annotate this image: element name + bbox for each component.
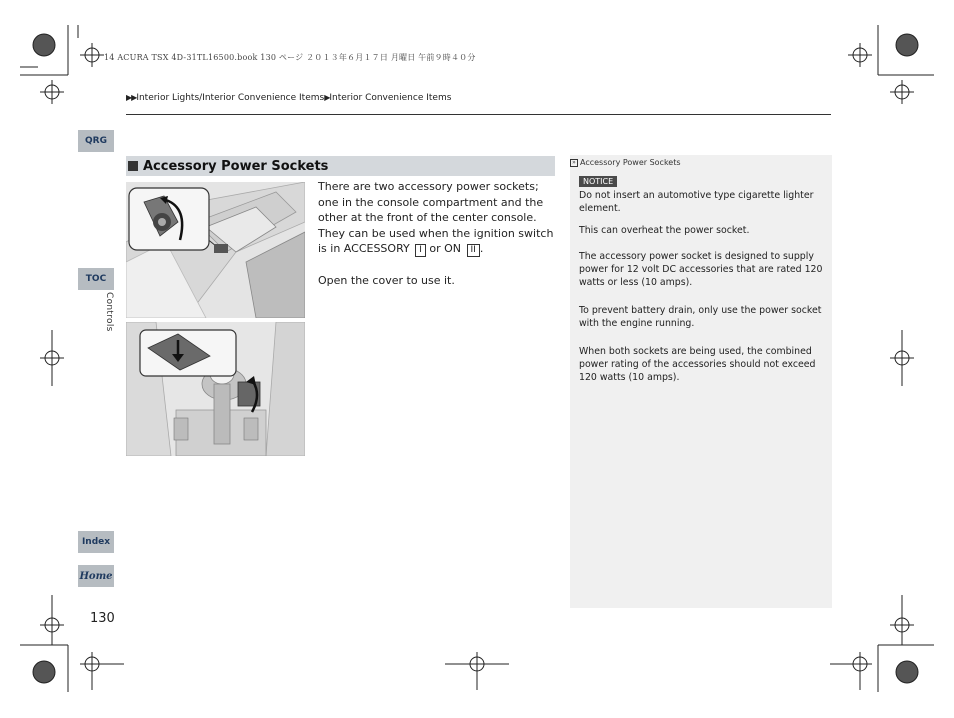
- sidebar-paragraph: This can overheat the power socket.: [579, 225, 750, 236]
- sidebar-title: Accessory Power Sockets: [580, 158, 681, 167]
- section-heading: [126, 156, 555, 176]
- accessory-key-symbol: I: [415, 244, 426, 257]
- sidebar-paragraph: Do not insert an automotive type cigarette lighter element.: [579, 190, 814, 214]
- sidebar-ref-icon: »: [570, 159, 578, 167]
- index-tab[interactable]: Index: [78, 531, 114, 553]
- intro-or-on: or ON: [429, 242, 462, 256]
- intro-text: There are two accessory power sockets; one in the console compartment and the other at the front of the center console. They can be used when the ignition switch is in ACCESSORY: [318, 180, 554, 256]
- console-socket-illustration: [126, 182, 305, 318]
- toc-tab[interactable]: TOC: [78, 268, 114, 290]
- chapter-label: Controls: [104, 292, 114, 332]
- section-title: Accessory Power Sockets: [143, 158, 329, 174]
- sidebar-notes: [570, 155, 832, 608]
- section-marker-icon: [128, 161, 138, 171]
- sidebar-header: [570, 158, 681, 167]
- page-number: 130: [90, 611, 115, 626]
- print-header: 14 ACURA TSX 4D-31TL16500.book 130 ページ ２０１３年６月１７日 月曜日 午前９時４０分: [104, 53, 476, 62]
- front-socket-illustration: [126, 322, 305, 456]
- header-divider: [126, 114, 831, 115]
- sidebar-paragraph: To prevent battery drain, only use the power socket with the engine running.: [579, 305, 822, 329]
- usage-paragraph: Open the cover to use it.: [318, 274, 455, 288]
- qrg-tab[interactable]: QRG: [78, 130, 114, 152]
- breadcrumb-marker: ▶▶: [126, 93, 137, 102]
- breadcrumb-link-convenience-items[interactable]: Interior Convenience Items: [329, 93, 452, 103]
- sidebar-paragraph: When both sockets are being used, the combined power rating of the accessories should not exceed 120 watts (10 amps).: [579, 346, 816, 383]
- breadcrumb-separator: ▶: [324, 93, 330, 102]
- home-tab[interactable]: Home: [78, 565, 114, 587]
- section-body: [318, 179, 556, 305]
- breadcrumb: [126, 93, 451, 103]
- notice-badge: NOTICE: [579, 176, 617, 187]
- intro-end: .: [479, 242, 484, 256]
- sidebar-paragraph: The accessory power socket is designed to supply power for 12 volt DC accessories that are rated 120 watts or less (10 amps).: [579, 251, 823, 288]
- on-key-symbol: II: [467, 244, 480, 257]
- breadcrumb-link-interior-lights[interactable]: Interior Lights/Interior Convenience Items: [136, 93, 325, 103]
- intro-paragraph: [318, 179, 556, 257]
